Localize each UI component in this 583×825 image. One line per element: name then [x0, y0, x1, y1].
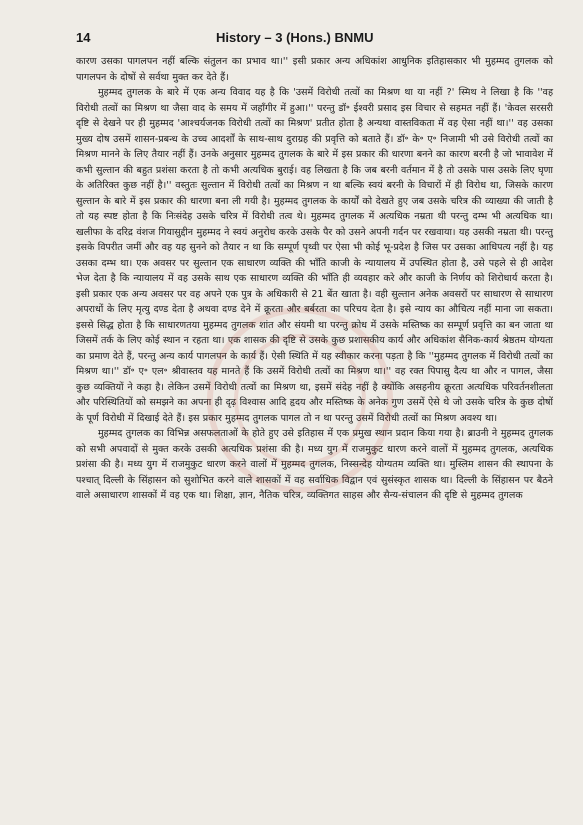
page-header — [76, 30, 553, 52]
running-title: History – 3 (Hons.) BNMU — [216, 30, 374, 45]
body-text — [76, 54, 553, 504]
paragraph: कारण उसका पागलपन नहीं बल्कि संतुलन का प्रभाव था।'' इसी प्रकार अन्य अधिकांश आधुनिक इतिहासकार भी मुहम्मद तुगलक को पागलपन के दोषों से सर्वथा मुक्त कर देते हैं। — [76, 56, 553, 83]
page-number: 14 — [76, 30, 91, 45]
paragraph: मुहम्मद तुगलक के बारे में एक अन्य विवाद यह है कि 'उसमें विरोधी तत्वों का मिश्रण था या नहीं ?' स्मिथ ने लिखा है कि ''वह विरोधी तत्वों का मिश्रण था जैसा वाद के समय में जहाँगीर में हुआ।'' परन्तु डॉ॰ ईश्वरी प्रसाद इस विचार से सहमत नहीं हैं। 'केवल सरसरी दृष्टि से देखने पर ही मुहम्मद 'आश्चर्यजनक विरोधी तत्वों का मिश्रण' प्रतीत होता है अन्यथा वास्तविकता में वह ऐसा नहीं था।'' वह उसका मुख्य दोष उसमें शासन-प्रबन्ध के उच्च आदर्शों के साथ-साथ दुराग्रह की प्रवृत्ति को बताते हैं। डॉ॰ के॰ ए॰ निजामी भी उसे विरोधी तत्वों का मिश्रण मानने के लिए तैयार नहीं हैं। उनके अनुसार मुहम्मद तुगलक के बारे में इस प्रकार की धारणा बनने का कारण बरनी है जो भावावेश में कभी सुल्तान की बहुत प्रशंसा करता है तो कभी अत्यधिक बुराई। वह लिखता है कि जब बरनी वर्तमान में है तो उसके पास उसके लिए घृणा के अतिरिक्त कुछ नहीं है।'' वस्तुतः सुल्तान में विरोधी तत्वों का मिश्रण न था बल्कि स्वयं बरनी के विचारों में ही विरोध था, जिसके कारण सुल्तान के बारे में इस प्रकार की धारणा बना ली गयी है। मुहम्मद तुगलक के कार्यों को देखते हुए जब उसके चरित्र की व्याख्या की जाती है तो यह स्पष्ट होता है कि निःसंदेह उसके चरित्र में विरोधी तत्व थे। मुहम्मद तुगलक में अत्यधिक नम्रता थी परन्तु दम्भ भी अत्यधिक था। खलीफा के दरिद्र वंशज गियासुद्दीन मुहम्मद ने स्वयं अनुरोध करके उसके पैर को उसने अपनी गर्दन पर रखवाया। यह उसकी नम्रता थी। परन्तु इसके विपरीत जमीं और वह यह सुनने को तैयार न था कि सम्पूर्ण पृथ्वी पर ऐसा भी कोई भू-प्रदेश है जिस पर उसका आधिपत्य नहीं है। यह उसका दम्भ था। एक अवसर पर सुल्तान एक साधारण व्यक्ति की भाँति काजी के न्यायालय में उपस्थित होता है, उसे पहले से ही आदेश भेज देता है कि न्यायालय में वह उसके साथ एक साधारण व्यक्ति की भाँति ही व्यवहार करे और काजी के निर्णय को शिरोधार्य करता है। इसी प्रकार एक अन्य अवसर पर वह अपने एक पुत्र के अधिकारी से 21 बेंत खाता है। वही सुल्तान अनेक अवसरों पर साधारण से साधारण अपराधों के लिए मृत्यु दण्ड देता है अथवा दण्ड देने में क्रूरता और बर्बरता का परिचय देता है। इसे न्याय का औचित्य नहीं माना जा सकता। इससे सिद्ध होता है कि साधारणतया मुहम्मद तुगलक शांत और संयमी था परन्तु क्रोध में उसके मस्तिष्क का सम्पूर्ण प्रवृत्ति का बन जाता था जिसमें तर्क के लिए कोई स्थान न रहता था। एक शासक की दृष्टि से उसके कुछ प्रशासकीय कार्य और अधिकांश सैनिक-कार्य श्रेष्ठतम योग्यता का प्रमाण देते हैं, परन्तु अन्य कार्य पागलपन के कार्य हैं। ऐसी स्थिति में यह स्वीकार करना पड़ता है कि ''मुहम्मद तुगलक में विरोधी तत्वों का मिश्रण था।'' डॉ॰ ए॰ एल॰ श्रीवास्तव यह मानते हैं कि उसमें विरोधी तत्वों का मिश्रण था।'' वह रक्त पिपासु दैत्य था और न पागल, जैसा कुछ व्यक्तियों ने कहा है। लेकिन उसमें विरोधी तत्वों का मिश्रण था, इसमें संदेह नहीं है क्योंकि असहनीय क्रूरता अत्यधिक परिवर्तनशीलता और परिस्थितियों को समझने का अपना ही दृढ़ विश्वास आदि हृदय और मस्तिष्क के अनेक गुण उसमें ऐसे थे जो उसके चरित्र के कुछ दोषों के पूर्ण विरोधी में दिखाई देते हैं। इस प्रकार मुहम्मद तुगलक पागल तो न था परन्तु उसमें विरोधी तत्वों का मिश्रण अवश्य था। — [76, 87, 553, 424]
paragraph: मुहम्मद तुगलक का विभिन्न असफलताओं के होते हुए उसे इतिहास में एक प्रमुख स्थान प्रदान किया गया है। ब्राउनी ने मुहम्मद तुगलक को सभी अपवादों से मुक्त करके उसकी अत्यधिक प्रशंसा की है। मध्य युग में राजमुकुट धारण करने वालों में मुहम्मद तुगलक, अत्यधिक प्रशंसा की है। मध्य युग में राजमुकुट धारण करने वालों में मुहम्मद तुगलक, निस्सन्देह योग्यतम व्यक्ति था। मुस्लिम शासन की स्थापना के पश्चात् दिल्ली के सिंहासन को सुशोभित करने वाले शासकों में वह सर्वाधिक विद्वान एवं सुसंस्कृत शासक था। दिल्ली के सिंहासन पर बैठने वाले असाधारण शासकों में वह एक था। शिक्षा, ज्ञान, नैतिक चरित्र, व्यक्तिगत साहस और सैन्य-संचालन की दृष्टि से मुहम्मद तुगलक — [76, 428, 553, 501]
